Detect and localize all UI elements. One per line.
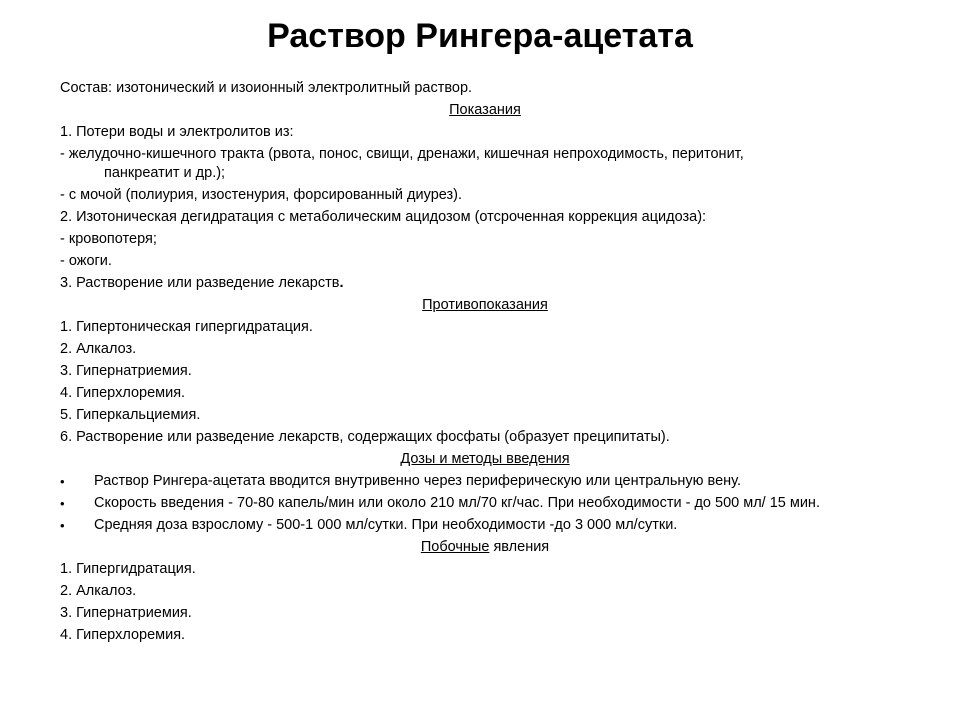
side-effects-heading [60,538,910,557]
bullet-icon: • [60,518,65,533]
indication-item [60,145,910,183]
side-effect-item: 3. Гипернатриемия. [60,605,192,621]
dosage-item [60,472,910,491]
contraindication-item: 5. Гиперкальциемия. [60,407,201,423]
slide-title: Раствор Рингера-ацетата [267,17,693,55]
indication-item: - с мочой (полиурия, изостенурия, форсированный диурез). [60,187,463,203]
dosage-item [60,516,910,535]
side-effect-item: 4. Гиперхлоремия. [60,627,186,643]
dosage-item [60,494,894,513]
contraindication-item: 1. Гипертоническая гипергидратация. [60,319,313,335]
indication-item: 2. Изотоническая дегидратация с метаболическим ацидозом (отсроченная коррекция ацидоза): [60,209,707,225]
dosage-heading-text: Дозы и методы введения [400,451,570,467]
indications-heading-text: Показания [449,102,521,118]
dosage-item-text: Скорость введения - 70-80 капель/мин или около 210 мл/70 кг/час. При необходимости - до 500 мл/ 15 мин. [94,495,820,511]
dosage-heading [60,450,910,469]
dosage-item-text: Средняя доза взрослому - 500-1 000 мл/сутки. При необходимости -до 3 000 мл/сутки. [94,517,678,533]
contraindication-item: 4. Гиперхлоремия. [60,385,186,401]
contraindication-item: 2. Алкалоз. [60,341,137,357]
side-effects-heading-rest: явления [489,539,550,555]
composition-text: Состав: изотонический и изоионный электролитный раствор. [60,80,473,96]
indications-heading [60,101,910,120]
indication-item: - ожоги. [60,253,112,269]
indication-item-continuation: панкреатит и др.); [104,165,226,181]
side-effects-heading-underlined: Побочные [420,539,490,555]
contraindications-heading [60,296,910,315]
bullet-icon: • [60,496,65,511]
dosage-list [60,472,910,535]
indication-item: - кровопотеря; [60,231,157,247]
contraindication-item: 3. Гипернатриемия. [60,363,192,379]
side-effect-item: 1. Гипергидратация. [60,561,196,577]
indication-item: 1. Потери воды и электролитов из: [60,124,294,140]
indication-item-text: - желудочно-кишечного тракта (рвота, понос, свищи, дренажи, кишечная непроходимость, перитонит, [60,146,744,162]
indication-item-period: . [339,275,344,291]
indication-item-text: 3. Растворение или разведение лекарств [60,275,340,291]
indication-item [60,274,910,293]
contraindication-item: 6. Растворение или разведение лекарств, содержащих фосфаты (образует преципитаты). [60,429,670,445]
bullet-icon: • [60,474,65,489]
contraindications-heading-text: Противопоказания [422,297,548,313]
slide-content [60,79,910,648]
side-effect-item: 2. Алкалоз. [60,583,137,599]
dosage-item-text: Раствор Рингера-ацетата вводится внутривенно через периферическую или центральную вену. [94,473,741,489]
